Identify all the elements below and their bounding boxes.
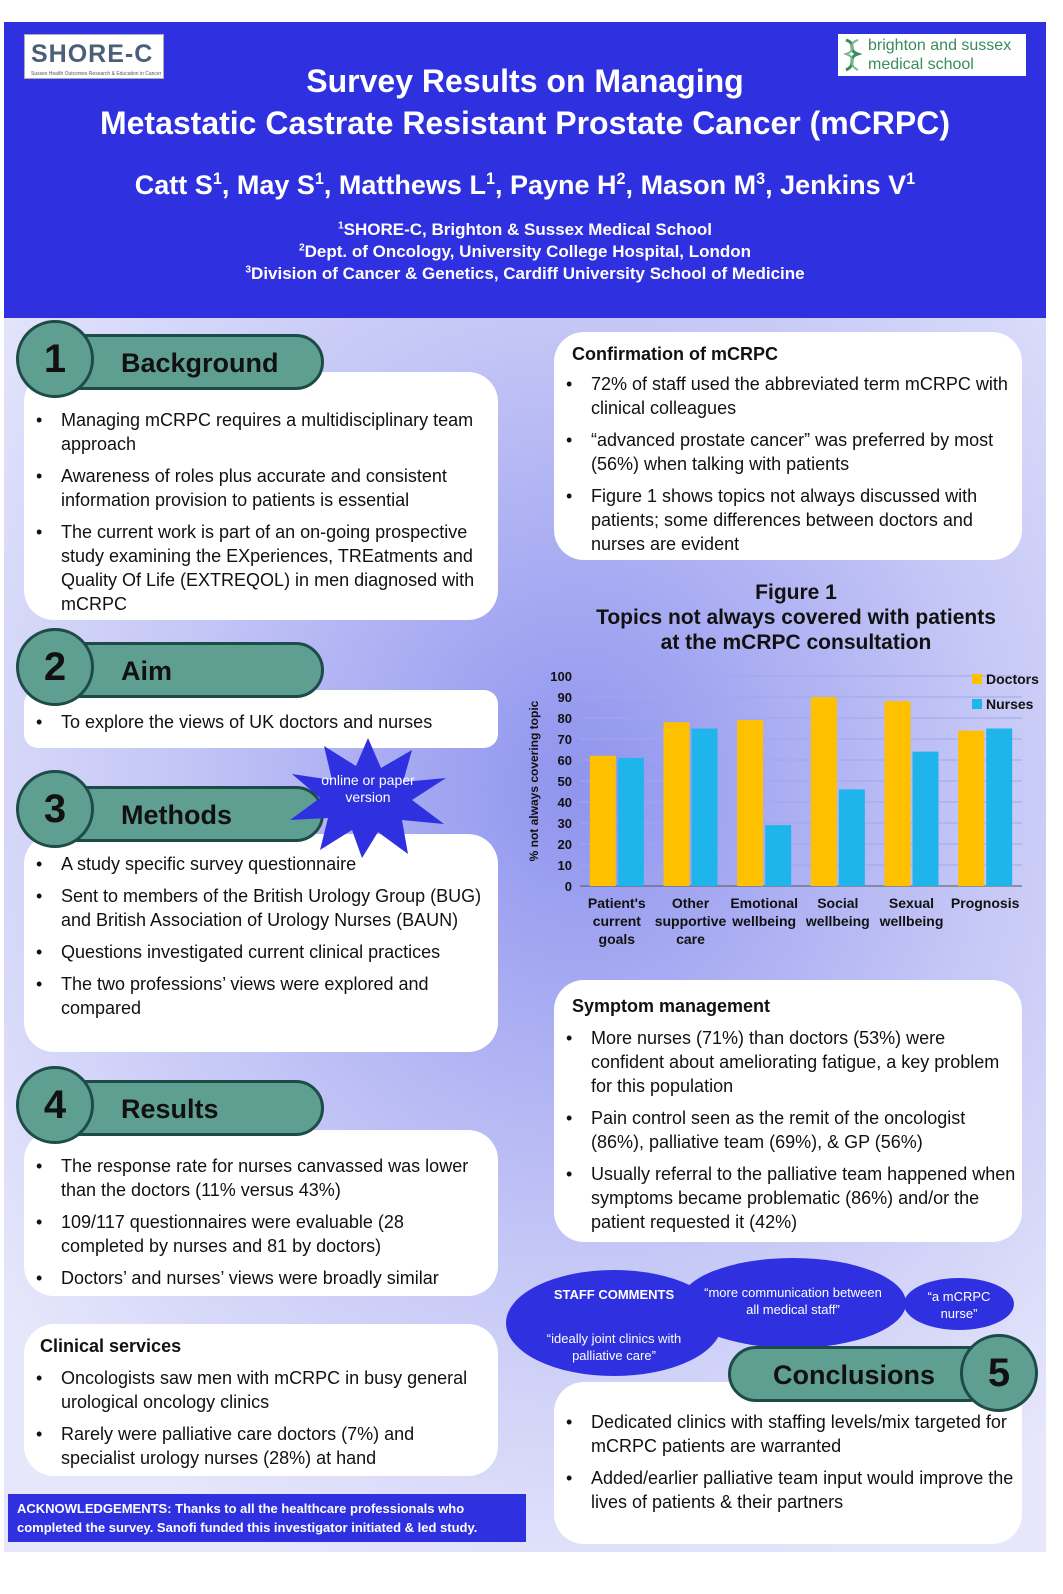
confirmation-box [554, 332, 1022, 560]
list-item: • Sent to members of the British Urology Group (BUG) and British Association of Urology Nurses (BAUN) [28, 884, 490, 932]
y-tick-label: 30 [557, 816, 572, 831]
author-affiliation-mark: 1 [314, 170, 324, 188]
affiliation-3: $^3$Division of Cancer & Genetics, Cardiff University School of Medicine [245, 264, 805, 283]
poster [4, 22, 1046, 1552]
symptom-box [554, 980, 1022, 1242]
author-affiliation-mark: 3 [756, 170, 766, 188]
author-name: Payne H [509, 170, 617, 200]
author-affiliation-mark: 1 [906, 170, 916, 188]
list-item: • The two professions’ views were explored and compared [28, 972, 490, 1020]
x-tick-label: Prognosis [950, 895, 1020, 911]
bar-nurses [692, 729, 718, 887]
section-number-3: 3 [16, 770, 94, 848]
author-name: Mason M [640, 170, 757, 200]
methods-box [24, 834, 498, 1052]
bsms-logo-line2: medical school [868, 56, 974, 73]
bar-doctors [664, 722, 690, 886]
y-tick-label: 60 [557, 753, 572, 768]
list-item: • “advanced prostate cancer” was preferred by most (56%) when talking with patients [558, 428, 1020, 476]
legend-label: Doctors [986, 671, 1039, 687]
aim-heading: Aim [121, 656, 173, 686]
list-item: • Oncologists saw men with mCRPC in busy general urological oncology clinics [28, 1366, 490, 1414]
clinical-services-box [24, 1324, 498, 1476]
results-heading: Results [121, 1094, 219, 1124]
author-name: Matthews L [338, 170, 486, 200]
bar-nurses [618, 758, 644, 886]
clinical-services-heading: Clinical services [40, 1336, 182, 1356]
methods-heading: Methods [121, 800, 232, 830]
x-tick-label: Emotional [730, 895, 799, 911]
y-tick-label: 80 [557, 711, 572, 726]
symptom-heading: Symptom management [572, 996, 771, 1016]
author-name: Jenkins V [780, 170, 907, 200]
x-tick-label: current [592, 913, 641, 929]
section-number-1: 1 [16, 320, 94, 398]
list-item: • Usually referral to the palliative team happened when symptoms became problematic (86%) and/or the patient requested it (42%) [558, 1162, 1020, 1234]
bar-nurses [839, 789, 865, 886]
bar-doctors [885, 701, 911, 886]
y-tick-label: 0 [564, 879, 572, 894]
x-tick-label: wellbeing [805, 913, 870, 929]
clinical-services-bullets [28, 1366, 490, 1478]
conclusions-box [554, 1382, 1022, 1544]
x-tick-label: Social [817, 895, 859, 911]
confirmation-heading: Confirmation of mCRPC [572, 344, 778, 364]
title-line2: Metastatic Castrate Resistant Prostate Cancer (mCRPC) [99, 105, 951, 141]
author-list: Catt $S^1$, May $S^1$, Matthews $L^1$, Payne $H^2$, Mason $M^3$, Jenkins $V^1$ [134, 170, 916, 200]
y-tick-label: 10 [557, 858, 572, 873]
acknowledgements [8, 1494, 526, 1542]
y-tick-label: 70 [557, 732, 572, 747]
x-tick-label: supportive [654, 913, 727, 929]
staff-comment-3: “a mCRPC nurse” [927, 1289, 991, 1321]
list-item: • Added/earlier palliative team input would improve the lives of patients & their partners [558, 1466, 1020, 1514]
figure-1-chart [510, 642, 1046, 962]
conclusions-heading-pill [728, 1346, 998, 1402]
legend-swatch-doctors [972, 674, 982, 684]
conclusions-heading: Conclusions [773, 1360, 936, 1390]
section-number-2: 2 [16, 628, 94, 706]
author-name: Catt S [134, 170, 213, 200]
list-item: • Dedicated clinics with staffing levels/mix targeted for mCRPC patients are warranted [558, 1410, 1020, 1458]
x-tick-label: Other [671, 895, 710, 911]
x-tick-label: care [676, 931, 705, 947]
confirmation-bullets [558, 372, 1020, 564]
acknowledgements-text: Thanks to all the healthcare professionals who completed the survey. Sanofi funded this investigator initiated & led study. [17, 1501, 478, 1535]
bar-doctors [958, 731, 984, 886]
list-item: • To explore the views of UK doctors and nurses [28, 710, 490, 734]
list-item: • More nurses (71%) than doctors (53%) were confident about ameliorating fatigue, a key problem for this population [558, 1026, 1020, 1098]
figure-caption-line2: at the mCRPC consultation [660, 631, 932, 654]
poster-title [4, 60, 1046, 144]
bar-nurses [765, 825, 791, 886]
staff-comments-title: STAFF COMMENTS [553, 1287, 675, 1302]
y-tick-label: 50 [557, 774, 572, 789]
background-box [24, 372, 498, 620]
shore-c-logo-subtext: Sussex Health Outcomes Research & Education in Cancer [31, 71, 162, 77]
staff-comment-2: “more communication between all medical staff” [704, 1285, 882, 1317]
staff-comment-oval-3 [904, 1278, 1014, 1330]
x-tick-label: Sexual [888, 895, 935, 911]
results-bullets [28, 1154, 490, 1298]
symptom-bullets [558, 1026, 1020, 1242]
x-tick-label: goals [598, 931, 636, 947]
poster-header [4, 22, 1046, 318]
affiliation-1: $^1$SHORE-C, Brighton & Sussex Medical School [337, 220, 713, 239]
legend-label: Nurses [986, 696, 1034, 712]
x-tick-label: wellbeing [732, 913, 797, 929]
bsms-logo-line1: brighton and sussex [868, 37, 1012, 54]
y-tick-label: 100 [550, 669, 572, 684]
author-affiliation-mark: 1 [212, 170, 222, 188]
list-item: • Questions investigated current clinical practices [28, 940, 490, 964]
section-number-5: 5 [960, 1334, 1038, 1412]
staff-comment-1: “ideally joint clinics with palliative care” [546, 1331, 682, 1363]
author-affiliation-mark: 1 [485, 170, 495, 188]
list-item: • Pain control seen as the remit of the oncologist (86%), palliative team (69%), & GP (56%) [558, 1106, 1020, 1154]
section-number-4: 4 [16, 1066, 94, 1144]
y-tick-label: 90 [557, 690, 572, 705]
y-tick-label: 20 [557, 837, 572, 852]
bar-doctors [590, 756, 616, 886]
list-item: • The response rate for nurses canvassed was lower than the doctors (11% versus 43%) [28, 1154, 490, 1202]
author-affiliation-mark: 2 [616, 170, 626, 188]
affiliation-2: $^2$Dept. of Oncology, University College Hospital, London [298, 242, 752, 261]
bar-doctors [811, 697, 837, 886]
background-bullets [28, 408, 490, 624]
starburst-text: online or paper version [321, 772, 415, 805]
list-item: • Figure 1 shows topics not always discussed with patients; some differences between doctors and nurses are evident [558, 484, 1020, 556]
x-tick-label: Patient's [587, 895, 646, 911]
list-item: • The current work is part of an on-going prospective study examining the EXperiences, TREatments and Quality Of Life (EXTREQOL) in men diagnosed with mCRPC [28, 520, 490, 616]
online-or-paper-starburst [288, 738, 448, 858]
bar-nurses [913, 752, 939, 886]
conclusions-bullets [558, 1410, 1020, 1522]
methods-bullets [28, 852, 490, 1028]
list-item: • Rarely were palliative care doctors (7%) and specialist urology nurses (28%) at hand [28, 1422, 490, 1470]
list-item: • Doctors’ and nurses’ views were broadly similar [28, 1266, 490, 1290]
bar-doctors [737, 720, 763, 886]
list-item: • Awareness of roles plus accurate and consistent information provision to patients is essential [28, 464, 490, 512]
list-item: • 72% of staff used the abbreviated term mCRPC with clinical colleagues [558, 372, 1020, 420]
author-name: May S [236, 170, 315, 200]
title-line1: Survey Results on Managing [306, 63, 744, 99]
y-tick-label: 40 [557, 795, 572, 810]
y-axis-label: % not always covering topic [527, 700, 541, 862]
x-tick-label: wellbeing [879, 913, 944, 929]
legend-swatch-nurses [972, 699, 982, 709]
acknowledgements-label: ACKNOWLEDGEMENTS: [17, 1501, 172, 1516]
results-box [24, 1130, 498, 1296]
staff-comment-oval-2 [680, 1258, 906, 1348]
list-item: • Managing mCRPC requires a multidisciplinary team approach [28, 408, 490, 456]
figure-label: Figure 1 [755, 581, 837, 604]
background-heading: Background [121, 348, 279, 378]
list-item: • 109/117 questionnaires were evaluable (28 completed by nurses and 81 by doctors) [28, 1210, 490, 1258]
shore-c-logo-text: SHORE-C [31, 40, 154, 68]
bar-nurses [986, 729, 1012, 887]
figure-caption-line1: Topics not always covered with patients [596, 606, 996, 629]
list-item: • A study specific survey questionnaire [28, 852, 490, 876]
